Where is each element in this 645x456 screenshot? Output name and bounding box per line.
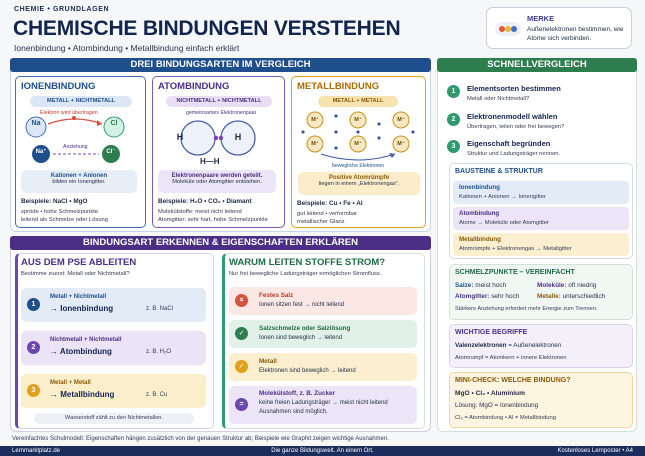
begriffe-line-2: Atomrumpf = Atomkern + innere Elektronen xyxy=(455,355,567,361)
pse-num-3: 3 xyxy=(27,384,40,397)
strom-row-3-text: Elektronen sind beweglich → leitend xyxy=(259,368,356,374)
mini-check-answer: Lösung: MgO = Ionenbindung xyxy=(455,402,539,409)
equals-icon: = xyxy=(235,398,248,411)
mini-check-question: MgO • Cl₂ • Aluminium xyxy=(455,390,525,397)
baustein-ion-text: Kationen + Anionen → Ionengitter xyxy=(459,194,546,200)
baustein-cov-text: Atome → Moleküle oder Atomgitter xyxy=(459,220,549,226)
met-note-1: gut leitend • verformbar xyxy=(297,211,358,217)
schmelz-note: Stärkere Anziehung erfordert mehr Energie zum Trennen. xyxy=(455,306,598,312)
step-title-3: Eigenschaft begründen xyxy=(467,139,551,148)
baustein-ion-name: Ionenbindung xyxy=(459,184,500,191)
pse-num-2: 2 xyxy=(27,341,40,354)
footer-note: Vereinfachtes Schulmodell: Eigenschaften hängen zusätzlich von der genauen Struktur ab; Beispiele wie Graphit zeigen wichtige Ausnahmen. xyxy=(12,436,389,442)
ion-info-2: bilden ein Ionengitter. xyxy=(52,179,106,185)
schmelz-k1: Salze: xyxy=(455,282,474,289)
section-properties-title: BINDUNGSART ERKENNEN & EIGENSCHAFTEN ERKLÄREN xyxy=(10,236,431,250)
ion-cl-minus: Cl⁻ xyxy=(106,149,116,155)
step-title-1: Elementsorten bestimmen xyxy=(467,84,561,93)
metal-ion-5: M⁺ xyxy=(354,141,362,147)
page-title: CHEMISCHE BINDUNGEN VERSTEHEN xyxy=(13,17,401,40)
cov-formula: H—H xyxy=(200,157,220,166)
cov-info-2: Moleküle oder Atomgitter entstehen. xyxy=(172,179,262,185)
baustein-met-text: Atomrümpfe + Elektronengas → Metallgitter xyxy=(459,246,572,252)
begriff-value: = Außenelektronen xyxy=(508,342,562,349)
schmelz-v2: oft niedrig xyxy=(568,282,597,289)
step-text-1: Metall oder Nichtmetall? xyxy=(467,96,530,102)
footer-bar xyxy=(0,446,645,456)
schmelz-k3: Atomgitter: xyxy=(455,293,490,300)
sidebar-title: SCHNELLVERGLEICH xyxy=(437,58,637,72)
met-note-2: metallischer Glanz xyxy=(297,219,345,225)
schmelz-row-1 xyxy=(455,282,506,289)
ion-attraction: Anziehung xyxy=(63,144,88,150)
merke-title: MERKE xyxy=(527,14,555,23)
mini-check-title: MINI-CHECK: WELCHE BINDUNG? xyxy=(455,377,571,384)
check-icon: ✓ xyxy=(235,360,248,373)
ion-info xyxy=(21,170,137,193)
schmelz-v3: sehr hoch xyxy=(491,293,520,300)
begriffe-line-1 xyxy=(455,342,561,349)
footer-link[interactable]: Lernmarktplatz.de xyxy=(12,448,61,454)
metal-ion-3: M⁺ xyxy=(397,117,405,123)
check-icon: ✓ xyxy=(235,327,248,340)
strom-row-4-title: Molekülstoff, z. B. Zucker xyxy=(259,390,335,397)
metal-ion-2: M⁺ xyxy=(354,117,362,123)
ion-title: IONENBINDUNG xyxy=(21,81,96,92)
strom-row-2-text: Ionen sind beweglich → leitend xyxy=(259,335,343,341)
step-text-2: Übertragen, teilen oder frei bewegen? xyxy=(467,124,565,130)
step-text-3: Struktur und Ladungsträger nennen. xyxy=(467,151,561,157)
metal-ion-4: M⁺ xyxy=(311,141,319,147)
strom-row-4-text: keine freien Ladungsträger → meist nicht leitend xyxy=(259,400,388,406)
cov-pill: NICHTMETALL + NICHTMETALL xyxy=(166,96,272,107)
footer-badge: Kostenloses Lernposter • A4 xyxy=(557,448,633,454)
step-num-1: 1 xyxy=(447,85,460,98)
pse-ex-3: z. B. Cu xyxy=(146,392,168,398)
cov-note-2: Atomgitter: sehr hart, hohe Schmelzpunkte xyxy=(158,217,268,223)
ion-na-plus: Na⁺ xyxy=(35,149,47,155)
schmelz-row-1b xyxy=(537,282,596,289)
cov-info xyxy=(158,170,276,193)
met-example: Beispiele: Cu • Fe • Al xyxy=(297,200,363,207)
begriffe-title: WICHTIGE BEGRIFFE xyxy=(455,329,528,336)
pse-result-1: → Ionenbindung xyxy=(50,304,114,313)
met-pill: METALL + METALL xyxy=(318,96,398,107)
schmelz-row-2 xyxy=(455,293,519,300)
baustein-met-name: Metallbindung xyxy=(459,236,501,243)
merke-text: Außenelektronen bestimmen, wie Atome sich verbinden. xyxy=(527,26,624,42)
strom-row-4-text-2: Ausnahmen sind möglich. xyxy=(259,409,328,415)
pse-intro: Bestimme zuerst: Metall oder Nichtmetall? xyxy=(21,271,130,277)
met-info-2: liegen in einem „Elektronengas“. xyxy=(318,181,400,187)
strom-title: WARUM LEITEN STOFFE STROM? xyxy=(229,257,386,268)
atom-cl: Cl xyxy=(110,120,118,127)
ion-pill: METALL + NICHTMETALL xyxy=(30,96,132,107)
ion-note-1: spröde • hohe Schmelzpunkte xyxy=(21,209,99,215)
pse-combo-1: Metall + Nichtmetall xyxy=(50,294,107,300)
step-title-2: Elektronenmodell wählen xyxy=(467,112,558,121)
step-num-3: 3 xyxy=(447,140,460,153)
bausteine-title: BAUSTEINE & STRUKTUR xyxy=(455,168,543,175)
step-num-2: 2 xyxy=(447,113,460,126)
metal-ion-6: M⁺ xyxy=(397,141,405,147)
strom-row-1-title: Festes Salz xyxy=(259,292,294,299)
schmelz-k4: Metalle: xyxy=(537,293,561,300)
strom-intro: Nur frei bewegliche Ladungsträger ermöglichen Stromfluss. xyxy=(229,271,382,277)
pse-combo-2: Nichtmetall + Nichtmetall xyxy=(50,337,122,343)
footer-slogan: Die ganze Bildungswelt. An einem Ort. xyxy=(271,448,374,454)
pse-row-1 xyxy=(21,288,206,322)
atom-h-left: H xyxy=(176,132,184,142)
ion-arrow-label: Elektron wird übertragen xyxy=(40,110,98,116)
schmelz-v1: meist hoch xyxy=(475,282,507,289)
pse-combo-3: Metall + Metall xyxy=(50,380,91,386)
kicker: CHEMIE • GRUNDLAGEN xyxy=(14,6,110,13)
metal-ion-1: M⁺ xyxy=(311,117,319,123)
ion-diagram xyxy=(15,106,146,166)
strom-row-2-title: Salzschmelze oder Salzlösung xyxy=(259,325,351,332)
schmelz-title: SCHMELZPUNKTE – VEREINFACHT xyxy=(455,269,575,276)
cross-icon: × xyxy=(235,294,248,307)
strom-row-1-text: Ionen sitzen fest → nicht leitend xyxy=(259,302,345,308)
section-comparison-title: DREI BINDUNGSARTEN IM VERGLEICH xyxy=(10,58,431,72)
atom-na: Na xyxy=(31,120,41,127)
strom-row-3 xyxy=(229,353,417,381)
cov-pair-label: gemeinsames Elektronenpaar xyxy=(186,110,257,116)
met-info-1: Positive Atomrümpfe xyxy=(328,175,390,181)
mini-check-answer-2: Cl₂ = Atombindung • Al = Metallbindung xyxy=(455,415,556,421)
pse-title: AUS DEM PSE ABLEITEN xyxy=(21,257,137,268)
cov-diagram xyxy=(152,117,285,159)
schmelz-v4: unterschiedlich xyxy=(562,293,606,300)
cov-info-1: Elektronenpaare werden geteilt. xyxy=(171,173,263,179)
ion-info-1: Kationen + Anionen xyxy=(50,173,108,179)
cov-example: Beispiele: H₂O • CO₂ • Diamant xyxy=(158,198,252,205)
pse-result-3: → Metallbindung xyxy=(50,390,115,399)
cov-note-1: Molekülstoffe: meist nicht leitend xyxy=(158,209,242,215)
begriff-key: Valenzelektronen xyxy=(455,342,507,349)
ion-note-2: leitend als Schmelze oder Lösung xyxy=(21,217,109,223)
cov-title: ATOMBINDUNG xyxy=(158,81,230,92)
page-subtitle: Ionenbindung • Atombindung • Metallbindung einfach erklärt xyxy=(14,43,240,53)
merke-box xyxy=(486,7,632,49)
strom-row-3-title: Metall xyxy=(259,358,277,365)
baustein-cov-name: Atombindung xyxy=(459,210,500,217)
pse-ex-1: z. B. NaCl xyxy=(146,306,174,312)
schmelz-row-2b xyxy=(537,293,605,300)
pse-ex-2: z. B. H₂O xyxy=(146,349,171,355)
atom-h-right: H xyxy=(234,132,242,142)
strom-row-1 xyxy=(229,287,417,315)
met-title: METALLBINDUNG xyxy=(297,81,380,92)
ion-example: Beispiele: NaCl • MgO xyxy=(21,198,88,205)
pse-note: Wasserstoff zählt zu den Nichtmetallen. xyxy=(34,413,194,424)
met-info xyxy=(298,172,420,195)
met-electrons-label: bewegliche Elektronen xyxy=(332,163,385,169)
pse-result-2: → Atombindung xyxy=(50,347,112,356)
schmelz-k2: Moleküle: xyxy=(537,282,567,289)
electron-dots-icon xyxy=(495,22,521,36)
pse-num-1: 1 xyxy=(27,298,40,311)
